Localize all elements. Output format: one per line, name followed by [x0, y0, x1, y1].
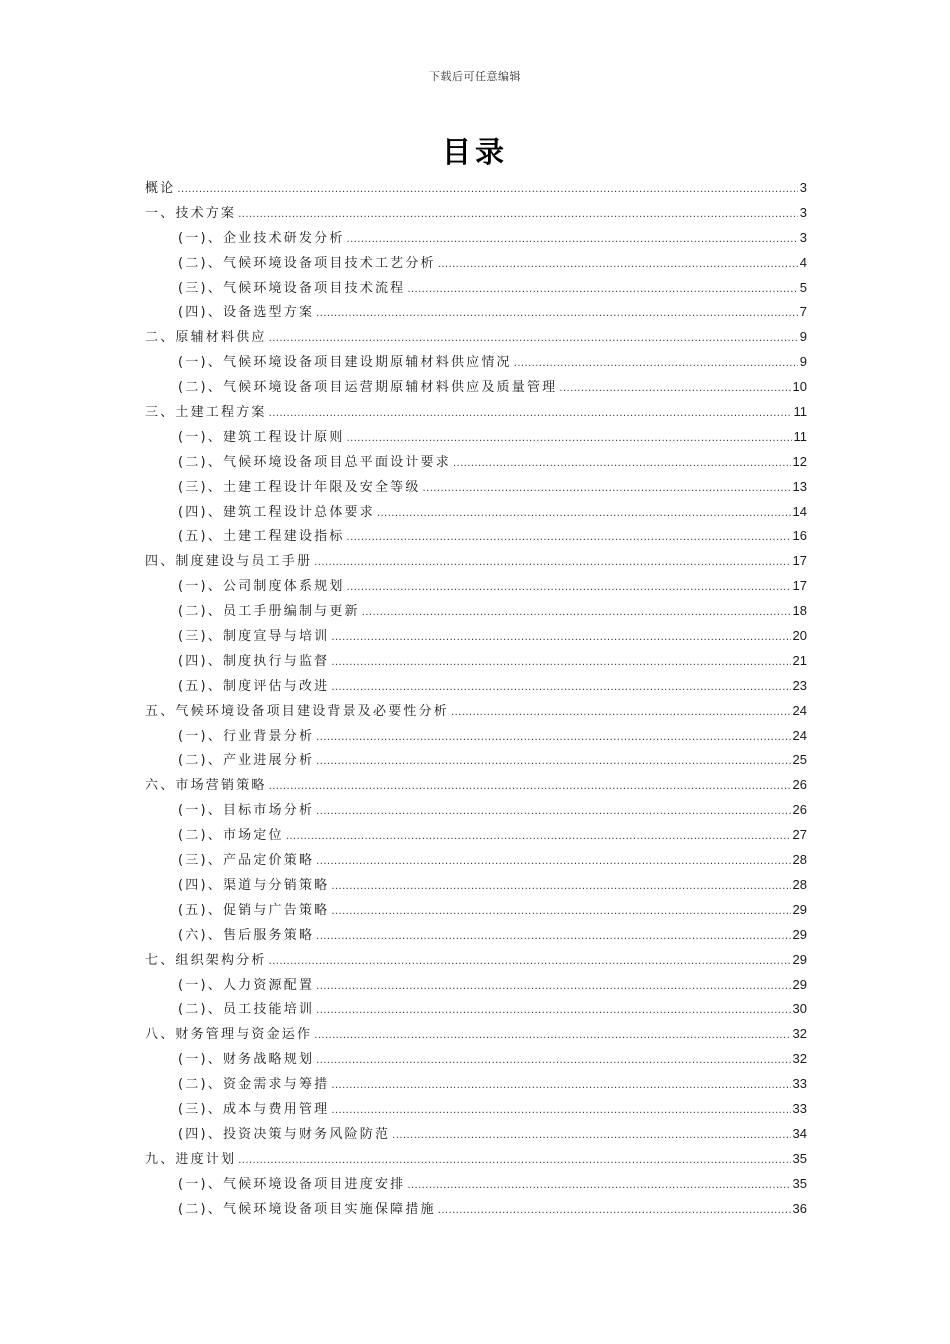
- toc-entry[interactable]: [145, 1097, 807, 1122]
- toc-dot-leader: [316, 850, 790, 875]
- toc-entry-label: (三)、气候环境设备项目技术流程: [178, 280, 406, 296]
- toc-entry[interactable]: [145, 1197, 807, 1222]
- toc-entry-page-number: 17: [792, 553, 807, 569]
- toc-entry-page-number: 33: [792, 1100, 807, 1116]
- toc-dot-leader: [407, 1174, 790, 1199]
- toc-entry[interactable]: [145, 226, 807, 251]
- toc-entry[interactable]: [145, 1122, 807, 1147]
- toc-entry-label: 五、气候环境设备项目建设背景及必要性分析: [145, 703, 450, 719]
- toc-dot-leader: [177, 178, 797, 203]
- toc-entry-page-number: 20: [792, 628, 807, 644]
- toc-dot-leader: [453, 452, 791, 477]
- toc-entry-page-number: 24: [792, 727, 807, 743]
- toc-dot-leader: [347, 526, 791, 551]
- toc-entry[interactable]: [145, 500, 807, 525]
- toc-entry-label: (五)、制度评估与改进: [178, 678, 330, 694]
- toc-entry[interactable]: [145, 375, 807, 400]
- toc-entry-label: (一)、气候环境设备项目建设期原辅材料供应情况: [178, 355, 512, 371]
- toc-entry-label: (一)、公司制度体系规划: [178, 579, 345, 595]
- toc-dot-leader: [347, 228, 798, 253]
- toc-entry-page-number: 11: [793, 404, 807, 420]
- toc-entry-label: 四、制度建设与员工手册: [145, 554, 313, 570]
- toc-dot-leader: [438, 253, 798, 278]
- toc-dot-leader: [331, 1074, 790, 1099]
- toc-entry-label: (二)、员工手册编制与更新: [178, 604, 360, 620]
- toc-entry[interactable]: [145, 923, 807, 948]
- toc-dot-leader: [269, 775, 791, 800]
- toc-entry[interactable]: [145, 699, 807, 724]
- toc-entry-label: (五)、土建工程建设指标: [178, 529, 345, 545]
- toc-dot-leader: [407, 278, 797, 303]
- toc-entry-label: (四)、渠道与分销策略: [178, 877, 330, 893]
- toc-dot-leader: [316, 1049, 790, 1074]
- toc-entry-label: 九、进度计划: [145, 1151, 237, 1167]
- toc-entry-page-number: 34: [792, 1125, 807, 1141]
- toc-dot-leader: [331, 626, 790, 651]
- toc-entry-label: (三)、制度宣导与培训: [178, 629, 330, 645]
- toc-entry[interactable]: [145, 798, 807, 823]
- toc-entry-page-number: 29: [792, 951, 807, 967]
- toc-entry[interactable]: [145, 300, 807, 325]
- toc-entry-label: (一)、行业背景分析: [178, 728, 315, 744]
- toc-entry-label: (二)、员工技能培训: [178, 1002, 315, 1018]
- toc-dot-leader: [347, 427, 792, 452]
- toc-entry[interactable]: [145, 251, 807, 276]
- toc-dot-leader: [331, 900, 790, 925]
- toc-dot-leader: [314, 1024, 790, 1049]
- toc-entry-page-number: 12: [792, 453, 807, 469]
- toc-entry-label: 二、原辅材料供应: [145, 330, 267, 346]
- toc-entry-label: (三)、土建工程设计年限及安全等级: [178, 479, 421, 495]
- toc-entry-label: (六)、售后服务策略: [178, 927, 315, 943]
- toc-entry-page-number: 17: [792, 578, 807, 594]
- toc-entry-label: 六、市场营销策略: [145, 778, 267, 794]
- toc-dot-leader: [269, 327, 798, 352]
- toc-entry[interactable]: [145, 624, 807, 649]
- toc-dot-leader: [438, 1199, 791, 1224]
- toc-dot-leader: [392, 1124, 790, 1149]
- toc-entry-page-number: 21: [792, 652, 807, 668]
- toc-entry-page-number: 28: [792, 876, 807, 892]
- toc-dot-leader: [269, 950, 791, 975]
- toc-entry[interactable]: [145, 524, 807, 549]
- toc-dot-leader: [331, 676, 790, 701]
- toc-entry[interactable]: [145, 599, 807, 624]
- toc-entry-page-number: 28: [792, 852, 807, 868]
- toc-entry-label: (一)、企业技术研发分析: [178, 230, 345, 246]
- toc-dot-leader: [238, 1149, 790, 1174]
- toc-entry-page-number: 13: [792, 478, 807, 494]
- page-header-note: 下载后可任意编辑: [429, 70, 521, 83]
- toc-entry-page-number: 30: [792, 1001, 807, 1017]
- toc-entry-page-number: 11: [793, 428, 807, 444]
- toc-entry-page-number: 4: [799, 254, 807, 270]
- toc-entry-page-number: 5: [799, 279, 807, 295]
- toc-entry-page-number: 7: [799, 304, 807, 320]
- toc-entry[interactable]: [145, 201, 807, 226]
- toc-dot-leader: [316, 302, 798, 327]
- toc-entry-page-number: 3: [799, 180, 807, 195]
- toc-entry-label: (三)、成本与费用管理: [178, 1101, 330, 1117]
- toc-entry[interactable]: [145, 350, 807, 375]
- toc-dot-leader: [377, 502, 791, 527]
- toc-entry-label: (二)、气候环境设备项目实施保障措施: [178, 1201, 436, 1217]
- toc-dot-leader: [238, 203, 798, 228]
- toc-dot-leader: [331, 875, 790, 900]
- toc-dot-leader: [286, 825, 791, 850]
- toc-entry-label: 一、技术方案: [145, 205, 237, 221]
- toc-entry-page-number: 26: [792, 777, 807, 793]
- toc-dot-leader: [316, 925, 790, 950]
- toc-entry-page-number: 25: [792, 752, 807, 768]
- toc-dot-leader: [314, 551, 790, 576]
- toc-dot-leader: [559, 377, 790, 402]
- toc-entry-label: (二)、产业进展分析: [178, 753, 315, 769]
- toc-entry[interactable]: [145, 948, 807, 973]
- toc-entry-label: (二)、市场定位: [178, 828, 284, 844]
- toc-entry[interactable]: [145, 1147, 807, 1172]
- toc-entry[interactable]: [145, 997, 807, 1022]
- toc-entry-page-number: 16: [792, 528, 807, 544]
- toc-entry-label: (三)、产品定价策略: [178, 853, 315, 869]
- toc-dot-leader: [316, 999, 790, 1024]
- toc-entry[interactable]: [145, 973, 807, 998]
- toc-entry-page-number: 33: [792, 1076, 807, 1092]
- toc-entry-page-number: 3: [799, 204, 807, 220]
- toc-entry[interactable]: [145, 574, 807, 599]
- toc-entry-label: (二)、资金需求与筹措: [178, 1077, 330, 1093]
- toc-entry[interactable]: [145, 450, 807, 475]
- toc-entry[interactable]: [145, 425, 807, 450]
- toc-entry[interactable]: [145, 400, 807, 425]
- toc-dot-leader: [347, 576, 791, 601]
- toc-entry-page-number: 27: [792, 827, 807, 843]
- toc-entry-label: 七、组织架构分析: [145, 952, 267, 968]
- toc-entry[interactable]: [145, 1047, 807, 1072]
- toc-entry-label: (五)、促销与广告策略: [178, 902, 330, 918]
- toc-entry-page-number: 29: [792, 926, 807, 942]
- toc-entry-page-number: 14: [792, 503, 807, 519]
- toc-dot-leader: [269, 402, 792, 427]
- toc-dot-leader: [331, 651, 790, 676]
- toc-dot-leader: [362, 601, 791, 626]
- toc-entry[interactable]: [145, 724, 807, 749]
- toc-entry-label: (四)、设备选型方案: [178, 305, 315, 321]
- toc-entry[interactable]: [145, 873, 807, 898]
- toc-entry-label: (二)、气候环境设备项目运营期原辅材料供应及质量管理: [178, 380, 558, 396]
- toc-entry[interactable]: [145, 1022, 807, 1047]
- toc-entry-label: (四)、制度执行与监督: [178, 653, 330, 669]
- toc-entry-page-number: 18: [792, 603, 807, 619]
- toc-dot-leader: [423, 477, 791, 502]
- toc-dot-leader: [316, 726, 790, 751]
- toc-entry-page-number: 10: [792, 379, 807, 395]
- toc-entry[interactable]: [145, 674, 807, 699]
- toc-entry-page-number: 9: [799, 329, 807, 345]
- toc-entry[interactable]: [145, 176, 807, 201]
- toc-entry[interactable]: [145, 325, 807, 350]
- toc-entry[interactable]: [145, 276, 807, 301]
- toc-entry[interactable]: [145, 1172, 807, 1197]
- toc-entry-label: (二)、气候环境设备项目技术工艺分析: [178, 255, 436, 271]
- toc-entry-label: 三、土建工程方案: [145, 405, 267, 421]
- toc-entry-label: (一)、目标市场分析: [178, 803, 315, 819]
- toc-dot-leader: [316, 975, 790, 1000]
- toc-entry-label: (四)、建筑工程设计总体要求: [178, 504, 375, 520]
- toc-entry-page-number: 29: [792, 901, 807, 917]
- toc-entry-page-number: 36: [792, 1200, 807, 1216]
- toc-entry-label: (一)、人力资源配置: [178, 977, 315, 993]
- toc-entry[interactable]: [145, 475, 807, 500]
- toc-entry[interactable]: [145, 773, 807, 798]
- toc-entry-page-number: 3: [799, 229, 807, 245]
- toc-dot-leader: [451, 701, 791, 726]
- toc-entry-label: (四)、投资决策与财务风险防范: [178, 1126, 391, 1142]
- toc-entry-label: 八、财务管理与资金运作: [145, 1027, 313, 1043]
- toc-dot-leader: [331, 1099, 790, 1124]
- toc-entry-page-number: 9: [799, 354, 807, 370]
- toc-entry[interactable]: [145, 549, 807, 574]
- toc-entry[interactable]: [145, 1072, 807, 1097]
- table-of-contents: [145, 176, 807, 1221]
- toc-entry[interactable]: [145, 898, 807, 923]
- toc-dot-leader: [316, 750, 790, 775]
- toc-entry-page-number: 35: [792, 1175, 807, 1191]
- toc-entry-label: (二)、气候环境设备项目总平面设计要求: [178, 454, 451, 470]
- toc-entry-page-number: 24: [792, 702, 807, 718]
- toc-entry-page-number: 35: [792, 1150, 807, 1166]
- toc-entry-label: 概论: [145, 181, 176, 196]
- toc-entry[interactable]: [145, 823, 807, 848]
- toc-entry[interactable]: [145, 649, 807, 674]
- toc-entry-page-number: 26: [792, 802, 807, 818]
- toc-entry-label: (一)、建筑工程设计原则: [178, 429, 345, 445]
- toc-entry-page-number: 32: [792, 1051, 807, 1067]
- toc-entry-page-number: 32: [792, 1026, 807, 1042]
- toc-entry-page-number: 29: [792, 976, 807, 992]
- toc-entry-label: (一)、财务战略规划: [178, 1052, 315, 1068]
- toc-entry[interactable]: [145, 748, 807, 773]
- toc-entry-label: (一)、气候环境设备项目进度安排: [178, 1176, 406, 1192]
- toc-entry-page-number: 23: [792, 677, 807, 693]
- toc-entry[interactable]: [145, 848, 807, 873]
- toc-dot-leader: [514, 352, 798, 377]
- page-title: 目录: [441, 135, 508, 169]
- toc-dot-leader: [316, 800, 790, 825]
